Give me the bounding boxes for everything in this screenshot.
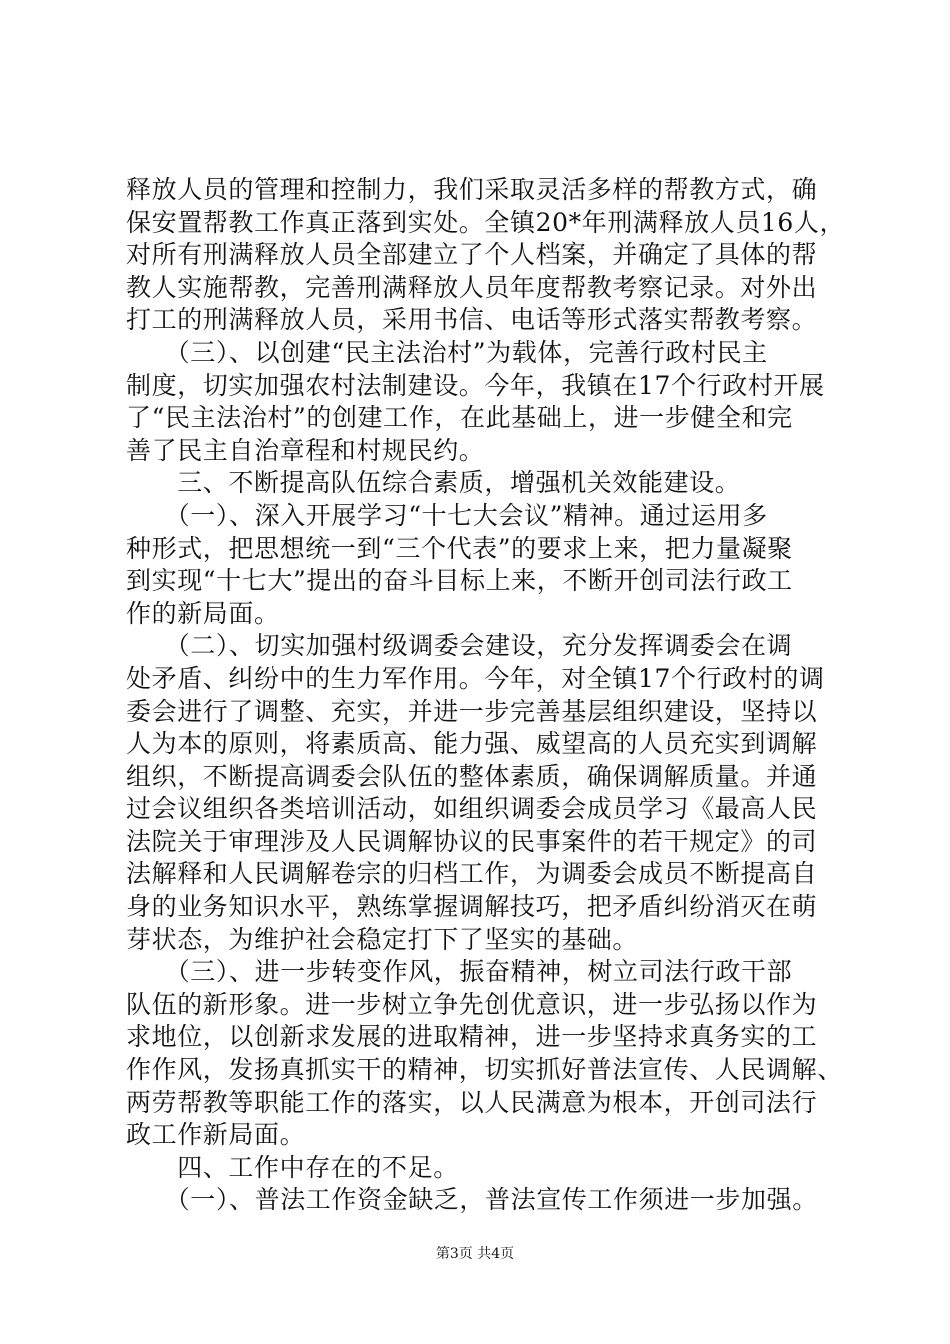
text-line: 法解释和人民调解卷宗的归档工作，为调委会成员不断提高自 [126, 859, 818, 889]
text-line: 对所有刑满释放人员全部建立了个人档案，并确定了具体的帮 [126, 240, 818, 270]
text-line: 两劳帮教等职能工作的落实，以人民满意为根本，开创司法行 [126, 1087, 818, 1117]
text-line: 人为本的原则，将素质高、能力强、威望高的人员充实到调解 [126, 729, 818, 759]
text-line: （三）、以创建“民主法治村”为载体，完善行政村民主 [126, 337, 768, 367]
body-text [126, 174, 856, 1217]
text-line: 种形式，把思想统一到“三个代表”的要求上来，把力量凝聚 [126, 533, 793, 563]
text-line: 身的业务知识水平，熟练掌握调解技巧，把矛盾纠纷消灭在萌 [126, 892, 818, 922]
text-line: （二）、切实加强村级调委会建设，充分发挥调委会在调 [126, 631, 793, 661]
text-line: （一）、普法工作资金缺乏，普法宣传工作须进一步加强。 [126, 1185, 818, 1215]
text-line: 到实现“十七大”提出的奋斗目标上来，不断开创司法行政工 [126, 566, 793, 596]
text-line: 了“民主法治村”的创建工作，在此基础上，进一步健全和完 [126, 403, 793, 433]
text-line: 处矛盾、纠纷中的生力军作用。今年，对全镇17个行政村的调 [126, 663, 825, 693]
text-line: 法院关于审理涉及人民调解协议的民事案件的若干规定》的司 [126, 826, 818, 856]
text-line: 委会进行了调整、充实，并进一步完善基层组织建设，坚持以 [126, 696, 818, 726]
text-line: 过会议组织各类培训活动，如组织调委会成员学习《最高人民 [126, 794, 818, 824]
text-line: 求地位，以创新求发展的进取精神，进一步坚持求真务实的工 [126, 1022, 818, 1052]
text-line: （三）、进一步转变作风，振奋精神，树立司法行政干部 [126, 957, 793, 987]
text-line: 释放人员的管理和控制力，我们采取灵活多样的帮教方式，确 [126, 175, 818, 204]
text-line: 三、不断提高队伍综合素质，增强机关效能建设。 [126, 468, 741, 498]
text-line: 打工的刑满释放人员，采用书信、电话等形式落实帮教考察。 [126, 305, 818, 335]
page-footer: 第3页 共4页 [435, 1246, 515, 1262]
text-line: 组织，不断提高调委会队伍的整体素质，确保调解质量。并通 [126, 761, 818, 791]
text-line: 制度，切实加强农村法制建设。今年，我镇在17个行政村开展 [126, 370, 825, 400]
text-line: 四、工作中存在的不足。 [126, 1152, 459, 1182]
text-line: 政工作新局面。 [126, 1120, 306, 1150]
text-line: 教人实施帮教，完善刑满释放人员年度帮教考察记录。对外出 [126, 272, 818, 302]
text-line: 队伍的新形象。进一步树立争先创优意识，进一步弘扬以作为 [126, 989, 818, 1019]
text-line: （一）、深入开展学习“十七大会议”精神。通过运用多 [126, 500, 768, 530]
text-line: 善了民主自治章程和村规民约。 [126, 435, 485, 465]
text-line: 芽状态，为维护社会稳定打下了坚实的基础。 [126, 924, 639, 954]
text-line: 作作风，发扬真抓实干的精神，切实抓好普法宣传、人民调解、 [126, 1055, 843, 1085]
text-line: 保安置帮教工作真正落到实处。全镇20*年刑满释放人员16人， [126, 207, 846, 237]
text-line: 作的新局面。 [126, 598, 280, 628]
